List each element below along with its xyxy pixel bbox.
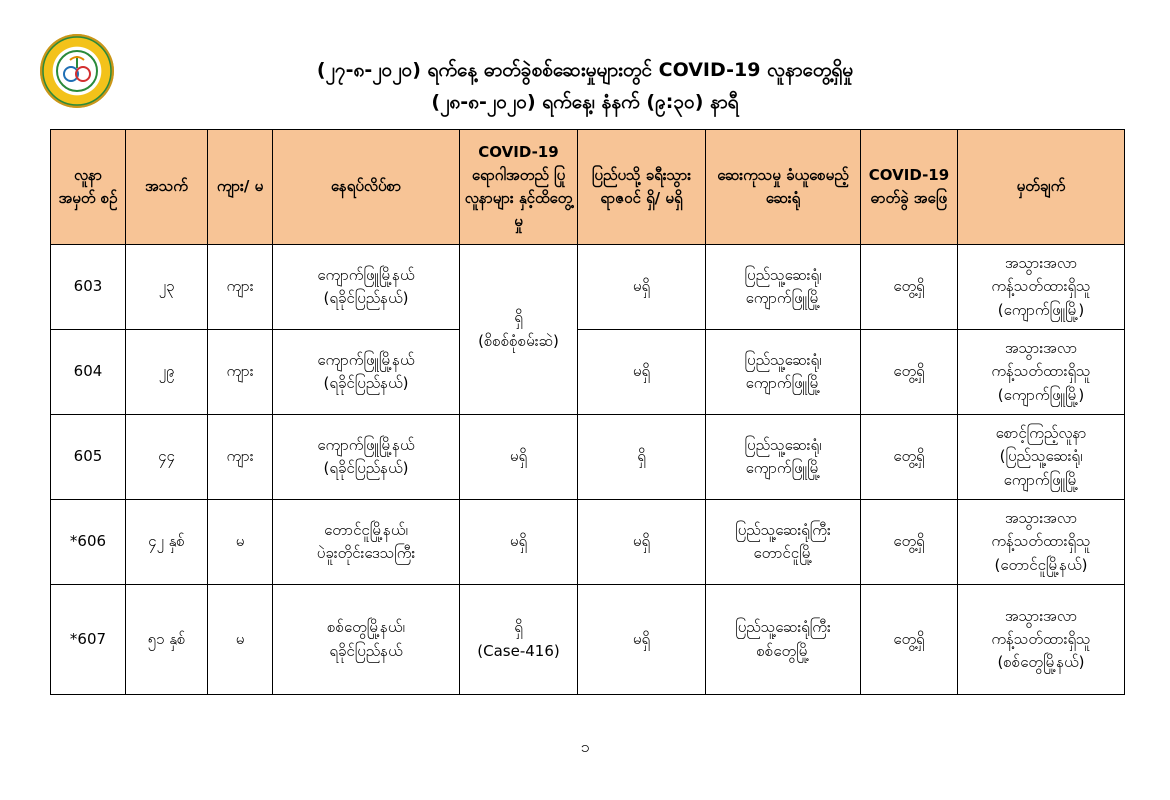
hospital-line: ကျောက်ဖြူမြို့	[745, 289, 821, 307]
remark-line: အသွားအလာ	[1004, 509, 1078, 528]
cell-patient-no: *607	[51, 585, 126, 695]
hospital-line: စစ်တွေမြို့	[756, 641, 810, 660]
cell-address	[273, 415, 460, 500]
hospital-line: ကျောက်ဖြူမြို့	[745, 459, 821, 477]
remark-line: ကန့်သတ်ထားရှိသူ	[991, 629, 1091, 648]
cell-result: တွေ့ရှိ	[861, 415, 958, 500]
cell-age: ၄၂ နှစ်	[126, 500, 208, 585]
cell-age: ၄၄	[126, 415, 208, 500]
remark-line: အသွားအလာ	[1004, 606, 1078, 625]
cell-address	[273, 585, 460, 695]
cell-sex: ကျား	[208, 330, 273, 415]
contact-line: ရှိ	[514, 618, 523, 637]
header-remarks: မှတ်ချက်	[958, 130, 1125, 245]
address-line: ကျောက်ဖြူမြို့နယ်	[317, 435, 415, 454]
hospital-line: တောင်ငူမြို့	[753, 544, 813, 562]
remark-line: (ကျောက်ဖြူမြို့)	[997, 300, 1085, 319]
cell-age: ၂၃	[126, 245, 208, 330]
hospital-line: ပြည်သူ့ဆေးရုံကြီး	[735, 618, 831, 637]
table-row	[51, 330, 1125, 415]
cell-patient-no: 605	[51, 415, 126, 500]
contact-line: (Case-416)	[477, 641, 560, 660]
contact-line: (စိစစ်စုံစမ်းဆဲ)	[478, 331, 559, 350]
cell-address	[273, 500, 460, 585]
header-patient-no: လူနာ အမှတ် စဉ်	[51, 130, 126, 245]
cell-contact: မရှိ	[460, 500, 578, 585]
cell-result: တွေ့ရှိ	[861, 245, 958, 330]
remark-line: (ပြည်သူ့ဆေးရုံ၊	[999, 447, 1083, 466]
table-header-row	[51, 130, 1125, 245]
table-row	[51, 585, 1125, 695]
header-address: နေရပ်လိပ်စာ	[273, 130, 460, 245]
remark-line: ကန့်သတ်ထားရှိသူ	[991, 532, 1091, 551]
cell-hospital	[706, 415, 861, 500]
header-test-result: COVID-19 ဓာတ်ခွဲ အဖြေ	[861, 130, 958, 245]
covid-cases-table	[50, 129, 1125, 695]
header-contact: COVID-19 ရောဂါအတည် ပြု လူနာများ နှင့်ထိတွေ့မှု	[460, 130, 578, 245]
table-row	[51, 500, 1125, 585]
cell-sex: ကျား	[208, 245, 273, 330]
cell-sex: မ	[208, 585, 273, 695]
remark-line: ကန့်သတ်ထားရှိသူ	[991, 362, 1091, 381]
cell-contact	[460, 585, 578, 695]
cell-address	[273, 245, 460, 330]
remark-line: အသွားအလာ	[1004, 339, 1078, 358]
cell-contact: မရှိ	[460, 415, 578, 500]
cell-age: ၅၁ နှစ်	[126, 585, 208, 695]
report-date: (၂၈-၈-၂၀၂၀) ရက်နေ့၊ နံနက် (၉:၃၀) နာရီ	[431, 91, 739, 113]
cell-contact-merged	[460, 245, 578, 415]
address-line: (ရခိုင်ပြည်နယ်)	[323, 374, 409, 392]
cell-result: တွေ့ရှိ	[861, 585, 958, 695]
header-age: အသက်	[126, 130, 208, 245]
cell-sex: ကျား	[208, 415, 273, 500]
cell-travel: မရှိ	[578, 245, 706, 330]
cell-travel: မရှိ	[578, 330, 706, 415]
cell-remarks	[958, 330, 1125, 415]
address-line: ရခိုင်ပြည်နယ်	[329, 641, 403, 660]
cell-result: တွေ့ရှိ	[861, 500, 958, 585]
hospital-line: ပြည်သူ့ဆေးရုံ၊	[744, 265, 822, 284]
cell-hospital	[706, 585, 861, 695]
remark-line: (ကျောက်ဖြူမြို့)	[997, 385, 1085, 404]
hospital-line: ပြည်သူ့ဆေးရုံ၊	[744, 350, 822, 369]
header-sex: ကျား/ မ	[208, 130, 273, 245]
header-travel-history: ပြည်ပသို့ ခရီးသွား ရာဇဝင် ရှိ/ မရှိ	[578, 130, 706, 245]
cell-age: ၂၉	[126, 330, 208, 415]
remark-line: ကျောက်ဖြူမြို့	[1003, 470, 1079, 489]
report-title: (၂၇-၈-၂၀၂၀) ရက်နေ့ ဓာတ်ခွဲစစ်ဆေးမှုများတွင် COVID-19 လူနာတွေ့ရှိမှု	[316, 59, 854, 81]
header-hospital: ဆေးကုသမှု ခံယူစေမည့် ဆေးရုံ	[706, 130, 861, 245]
contact-line: ရှိ	[514, 308, 523, 327]
cell-address	[273, 330, 460, 415]
cell-travel: ရှိ	[578, 415, 706, 500]
address-line: (ရခိုင်ပြည်နယ်)	[323, 459, 409, 477]
remark-line: ကန့်သတ်ထားရှိသူ	[991, 277, 1091, 296]
hospital-line: ပြည်သူ့ဆေးရုံ၊	[744, 435, 822, 454]
address-line: ကျောက်ဖြူမြို့နယ်	[317, 265, 415, 284]
hospital-line: ပြည်သူ့ဆေးရုံကြီး	[735, 520, 831, 539]
cell-remarks	[958, 585, 1125, 695]
hospital-line: ကျောက်ဖြူမြို့	[745, 374, 821, 392]
remark-line: (စစ်တွေမြို့နယ်)	[997, 653, 1085, 672]
remark-line: (တောင်ငူမြို့နယ်)	[994, 555, 1088, 574]
cell-sex: မ	[208, 500, 273, 585]
table-row	[51, 245, 1125, 330]
address-line: စစ်တွေမြို့နယ်၊	[327, 618, 405, 637]
cell-remarks	[958, 500, 1125, 585]
cell-patient-no: *606	[51, 500, 126, 585]
address-line: ပဲခူးတိုင်းဒေသကြီး	[316, 544, 416, 562]
remark-line: အသွားအလာ	[1004, 254, 1078, 273]
table-row	[51, 415, 1125, 500]
cell-hospital	[706, 500, 861, 585]
address-line: ကျောက်ဖြူမြို့နယ်	[317, 350, 415, 369]
cell-hospital	[706, 330, 861, 415]
address-line: (ရခိုင်ပြည်နယ်)	[323, 289, 409, 307]
address-line: တောင်ငူမြို့နယ်၊	[324, 520, 408, 539]
cell-patient-no: 603	[51, 245, 126, 330]
cell-travel: မရှိ	[578, 585, 706, 695]
remark-line: စောင့်ကြည့်လူနာ	[995, 424, 1087, 443]
cell-hospital	[706, 245, 861, 330]
cell-remarks	[958, 245, 1125, 330]
cell-travel: မရှိ	[578, 500, 706, 585]
cell-remarks	[958, 415, 1125, 500]
cell-result: တွေ့ရှိ	[861, 330, 958, 415]
cell-patient-no: 604	[51, 330, 126, 415]
page-number: ၁	[580, 737, 590, 756]
